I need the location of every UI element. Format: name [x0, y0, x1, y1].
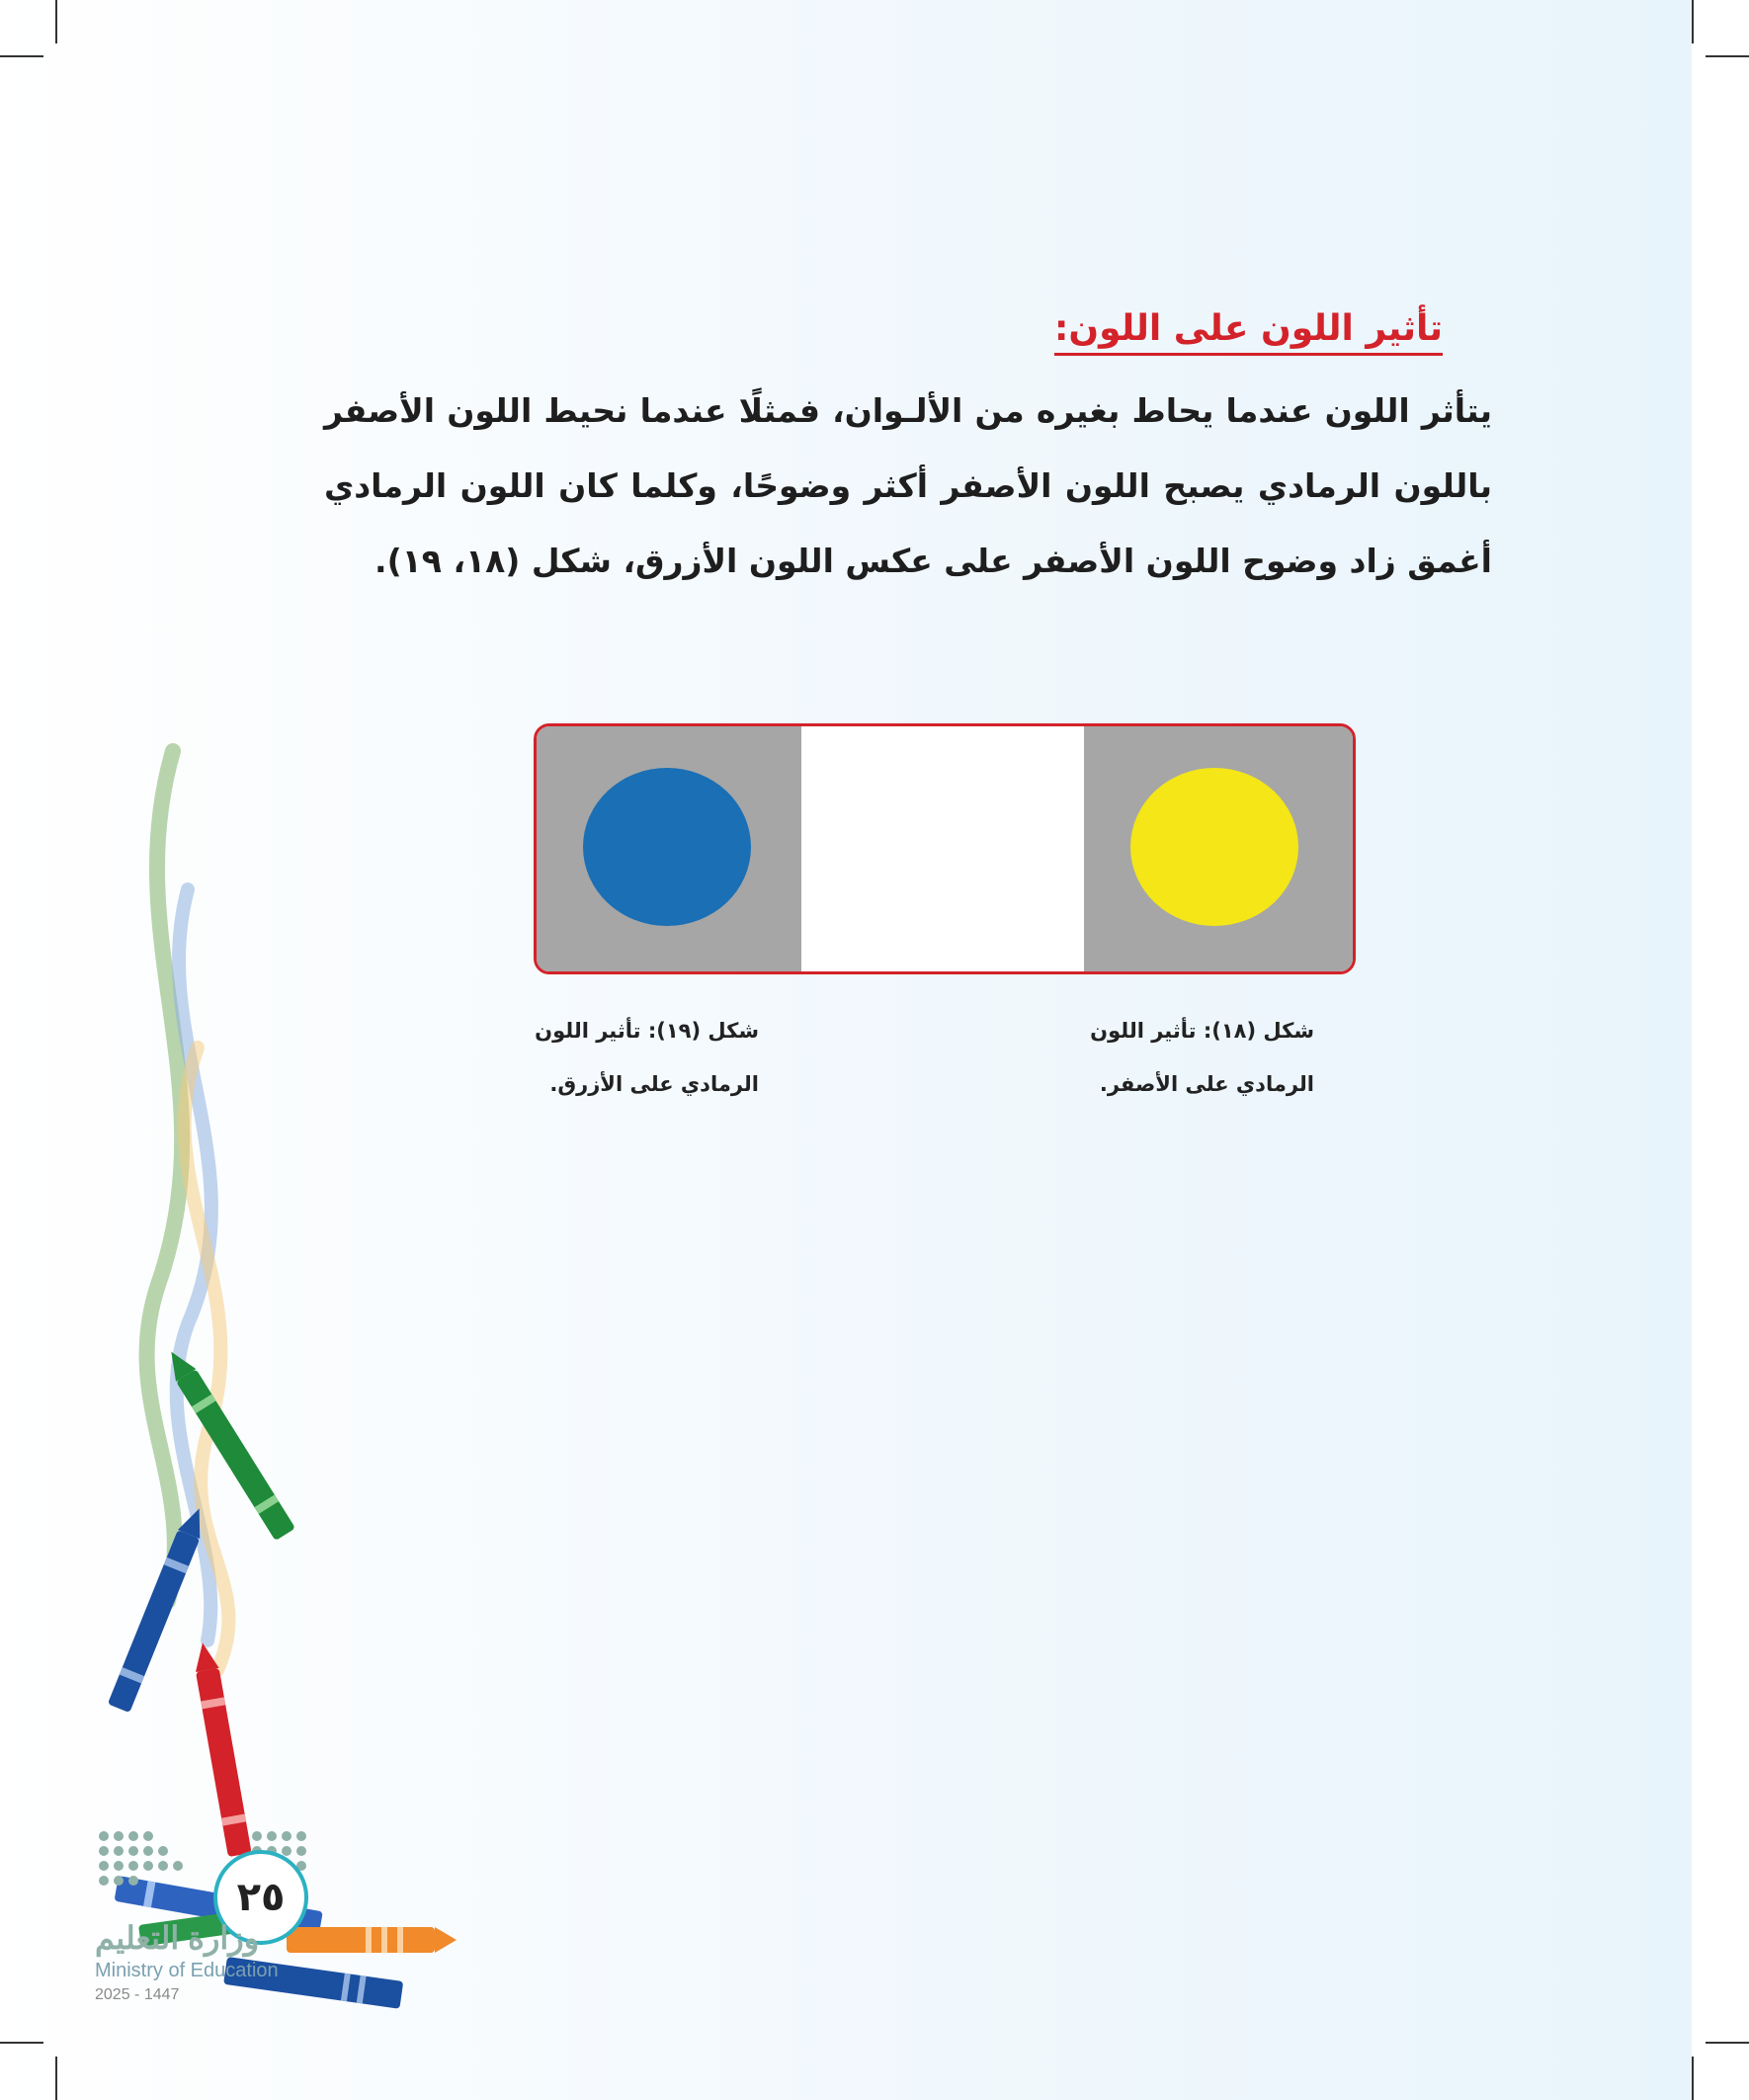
ministry-name-arabic: وزارة التعليم [95, 1920, 260, 1956]
edition-year: 2025 - 1447 [95, 1986, 180, 2003]
figure-color-contrast [534, 723, 1356, 974]
caption-19-line1: شكل (١٩): تأثير اللون [535, 1019, 759, 1043]
ministry-name-english: Ministry of Education [95, 1960, 279, 1981]
page-number: ٢٥ [213, 1850, 308, 1945]
blue-crayon [108, 1504, 210, 1713]
crayons-decoration [0, 0, 474, 2100]
caption-18-line1: شكل (١٨): تأثير اللون [1090, 1019, 1314, 1043]
caption-figure-19 [535, 1004, 759, 1111]
blue-circle [583, 768, 751, 926]
gray-panel-yellow [1084, 726, 1353, 971]
crop-mark [1706, 55, 1749, 57]
caption-19-line2: الرمادي على الأزرق. [549, 1072, 759, 1096]
caption-figure-18 [1090, 1004, 1314, 1111]
crop-mark [1706, 2042, 1749, 2044]
crop-mark [1692, 0, 1694, 43]
caption-18-line2: الرمادي على الأصفر. [1099, 1072, 1314, 1096]
body-paragraph: يتأثر اللون عندما يحاط بغيره من الألـوان، فمثلًا عندما نحيط اللون الأصفر باللون الرمادي يصبح اللون الأصفر أكثر وضوحًا، وكلما كان اللون الرمادي أغمق زاد وضوح اللون الأصفر على عكس اللون الأزرق، شكل (١٨، ١٩). [324, 391, 1492, 580]
bottom-orange-crayon [287, 1927, 457, 1953]
crop-mark [1692, 2057, 1694, 2100]
gray-panel-blue [537, 726, 801, 971]
section-heading: تأثير اللون على اللون: [1054, 308, 1443, 356]
yellow-circle [1130, 768, 1298, 926]
white-panel [801, 726, 1084, 971]
